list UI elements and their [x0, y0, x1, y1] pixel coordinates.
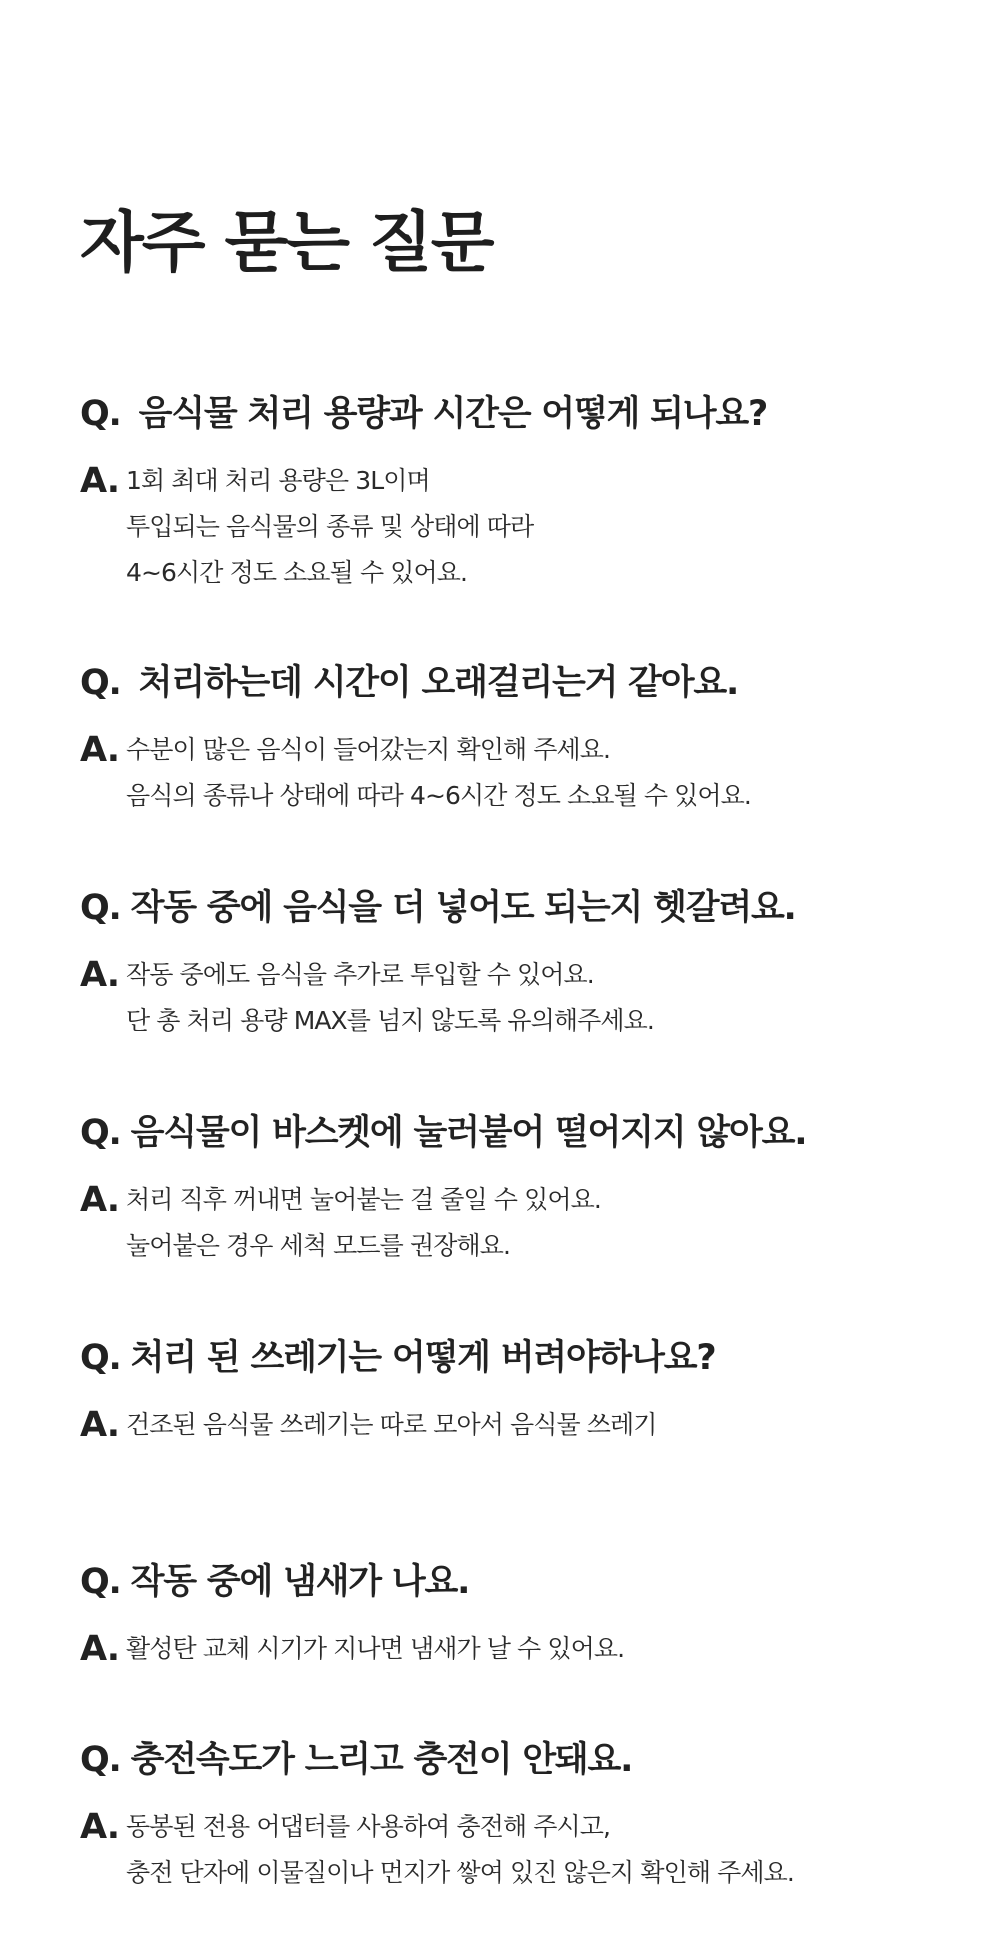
question-text: 음식물이 바스켓에 눌러붙어 떨어지지 않아요.: [130, 1113, 807, 1153]
question-prefix: Q.: [80, 1740, 121, 1780]
question-prefix: Q.: [80, 663, 121, 703]
faq-answer: [80, 458, 940, 596]
faq-answer: [80, 1177, 940, 1269]
faq-item: [80, 888, 940, 1044]
answer-line: 1회 최대 처리 용량은 3L이며: [126, 466, 430, 495]
question-text: 처리하는데 시간이 오래걸리는거 같아요.: [138, 663, 739, 703]
faq-question: [80, 394, 940, 434]
question-prefix: Q.: [80, 1338, 121, 1378]
faq-answer: [80, 727, 940, 819]
answer-prefix: A.: [80, 1807, 120, 1847]
answer-line: 4~6시간 정도 소요될 수 있어요.: [126, 558, 468, 587]
faq-item: [80, 1562, 940, 1672]
faq-item: [80, 1740, 940, 1896]
question-text: 충전속도가 느리고 충전이 안돼요.: [130, 1740, 633, 1780]
faq-question: [80, 1338, 940, 1378]
answer-line: 건조된 음식물 쓰레기는 따로 모아서 음식물 쓰레기: [126, 1410, 657, 1439]
answer-line: 활성탄 교체 시기가 지나면 냄새가 날 수 있어요.: [126, 1634, 625, 1663]
question-text: 처리 된 쓰레기는 어떻게 버려야하나요?: [130, 1338, 716, 1378]
question-text: 작동 중에 냄새가 나요.: [130, 1562, 470, 1602]
faq-item: [80, 1113, 940, 1269]
faq-item: [80, 663, 940, 819]
question-text: 작동 중에 음식을 더 넣어도 되는지 헷갈려요.: [130, 888, 796, 928]
question-prefix: Q.: [80, 1562, 121, 1602]
faq-item: [80, 1338, 940, 1448]
answer-line: 단 총 처리 용량 MAX를 넘지 않도록 유의해주세요.: [126, 1006, 654, 1035]
answer-line: 동봉된 전용 어댑터를 사용하여 충전해 주시고,: [126, 1812, 611, 1841]
faq-answer: [80, 1626, 940, 1672]
faq-question: [80, 1740, 940, 1780]
answer-prefix: A.: [80, 1180, 120, 1220]
answer-prefix: A.: [80, 730, 120, 770]
answer-prefix: A.: [80, 1405, 120, 1445]
faq-question: [80, 1562, 940, 1602]
answer-line: 눌어붙은 경우 세척 모드를 권장해요.: [126, 1231, 510, 1260]
answer-line: 처리 직후 꺼내면 눌어붙는 걸 줄일 수 있어요.: [126, 1185, 601, 1214]
faq-item: [80, 394, 940, 596]
answer-prefix: A.: [80, 955, 120, 995]
answer-line: 충전 단자에 이물질이나 먼지가 쌓여 있진 않은지 확인해 주세요.: [126, 1858, 794, 1887]
question-prefix: Q.: [80, 394, 121, 434]
answer-line: 수분이 많은 음식이 들어갔는지 확인해 주세요.: [126, 735, 611, 764]
question-prefix: Q.: [80, 888, 121, 928]
faq-answer: [80, 1804, 940, 1896]
answer-line: 작동 중에도 음식을 추가로 투입할 수 있어요.: [126, 960, 594, 989]
faq-question: [80, 663, 940, 703]
faq-answer: [80, 1402, 940, 1448]
faq-question: [80, 1113, 940, 1153]
answer-prefix: A.: [80, 461, 120, 501]
answer-line: 음식의 종류나 상태에 따라 4~6시간 정도 소요될 수 있어요.: [126, 781, 751, 810]
page-title: 자주 묻는 질문: [80, 204, 493, 281]
answer-line: 투입되는 음식물의 종류 및 상태에 따라: [126, 512, 534, 541]
faq-question: [80, 888, 940, 928]
question-text: 음식물 처리 용량과 시간은 어떻게 되나요?: [138, 394, 768, 434]
faq-answer: [80, 952, 940, 1044]
question-prefix: Q.: [80, 1113, 121, 1153]
answer-prefix: A.: [80, 1629, 120, 1669]
